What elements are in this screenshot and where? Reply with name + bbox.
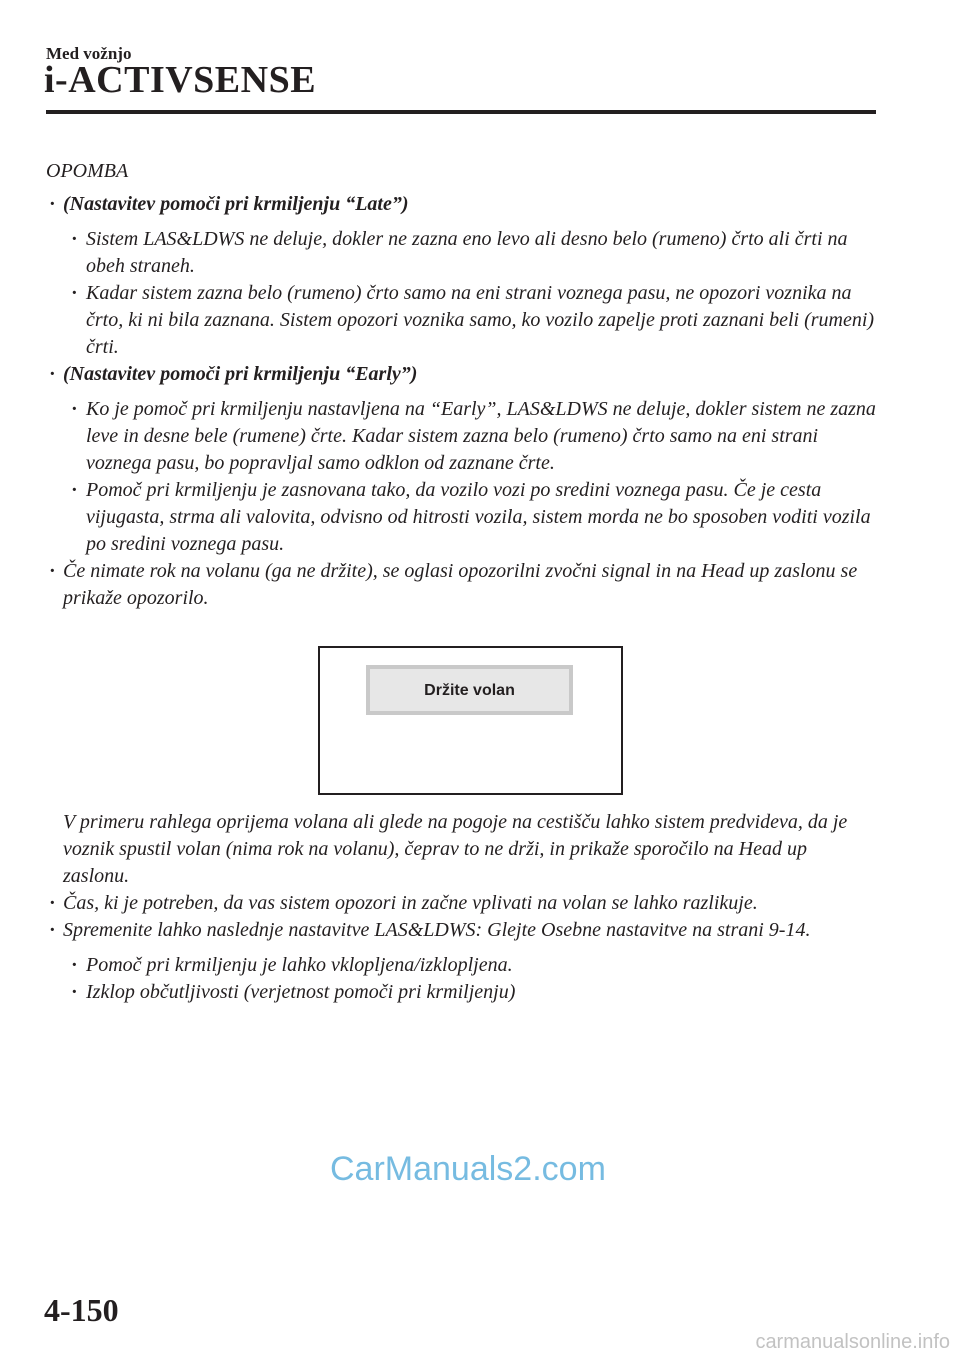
- late-setting-title: (Nastavitev pomoči pri krmiljenju “Late”): [63, 193, 409, 215]
- figure-explanation: V primeru rahlega oprijema volana ali glede na pogoje na cestišču lahko sistem predvideva, da je voznik spustil volan (nima rok na volanu), čeprav to ne drži, in prikaže sporočilo na Head up zaslonu.: [63, 811, 848, 887]
- bullet-icon: ·: [71, 954, 78, 976]
- list-item-text: Pomoč pri krmiljenju je lahko vklopljena/izklopljena.: [86, 954, 513, 976]
- list-item: [46, 558, 876, 612]
- section-label: Med vožnjo: [46, 44, 132, 63]
- header-rule: [46, 110, 876, 114]
- list-item: [68, 226, 876, 280]
- hands-off-warning-text: Če nimate rok na volanu (ga ne držite), se oglasi opozorilni zvočni signal in na Head up zaslonu se prikaže opozorilo.: [63, 560, 858, 609]
- list-item: [68, 396, 876, 477]
- note-heading: OPOMBA: [46, 160, 129, 182]
- bullet-icon: ·: [71, 228, 78, 250]
- list-item: [68, 979, 876, 1006]
- list-item-text: Pomoč pri krmiljenju je zasnovana tako, da vozilo vozi po sredini voznega pasu. Če je cesta vijugasta, strma ali valovita, odvisno od hitrosti vozila, sistem morda ne bo sposoben voditi vozila po sredini voznega pasu.: [86, 479, 871, 555]
- list-item: [68, 952, 876, 979]
- list-item: [68, 280, 876, 361]
- source-watermark: carmanualsonline.info: [755, 1331, 950, 1353]
- settings-text: Spremenite lahko naslednje nastavitve LAS&LDWS: Glejte Osebne nastavitve na strani 9-14.: [63, 919, 811, 941]
- bullet-icon: ·: [71, 981, 78, 1003]
- early-setting-title: (Nastavitev pomoči pri krmiljenju “Early”): [63, 363, 418, 385]
- late-setting-heading: [46, 191, 876, 218]
- hud-figure: [318, 646, 623, 795]
- list-item-text: Sistem LAS&LDWS ne deluje, dokler ne zazna eno levo ali desno belo (rumeno) črto ali črti na obeh straneh.: [86, 228, 848, 277]
- bullet-icon: ·: [71, 282, 78, 304]
- list-item-text: Kadar sistem zazna belo (rumeno) črto samo na eni strani voznega pasu, ne opozori voznika na črto, ki ni bila zaznana. Sistem opozori voznika samo, ko vozilo zapelje proti zaznani beli (rumeni) črti.: [86, 282, 875, 358]
- list-item-text: Izklop občutljivosti (verjetnost pomoči pri krmiljenju): [86, 981, 516, 1003]
- hud-warning-message: Držite volan: [366, 665, 573, 715]
- timing-text: Čas, ki je potreben, da vas sistem opozori in začne vplivati na volan se lahko razlikuje.: [63, 892, 758, 914]
- bullet-icon: ·: [71, 479, 78, 501]
- chapter-title: i-ACTIVSENSE: [44, 59, 317, 101]
- bullet-icon: ·: [49, 919, 56, 941]
- note-block: [46, 158, 876, 1006]
- early-setting-heading: [46, 361, 876, 388]
- list-item: [68, 477, 876, 558]
- bullet-icon: ·: [49, 560, 56, 582]
- page-number: 4-150: [44, 1292, 119, 1328]
- bullet-icon: ·: [49, 363, 56, 385]
- list-item: [46, 917, 876, 944]
- list-item-text: Ko je pomoč pri krmiljenju nastavljena na “Early”, LAS&LDWS ne deluje, dokler sistem ne zazna leve in desne bele (rumene) črte. Kadar sistem zazna belo (rumeno) črto samo na eni strani voznega pasu, bo popravljal samo odklon od zaznane črte.: [86, 398, 876, 474]
- watermark: CarManuals2.com: [330, 1150, 606, 1188]
- bullet-icon: ·: [49, 892, 56, 914]
- bullet-icon: ·: [49, 193, 56, 215]
- list-item: [46, 890, 876, 917]
- bullet-icon: ·: [71, 398, 78, 420]
